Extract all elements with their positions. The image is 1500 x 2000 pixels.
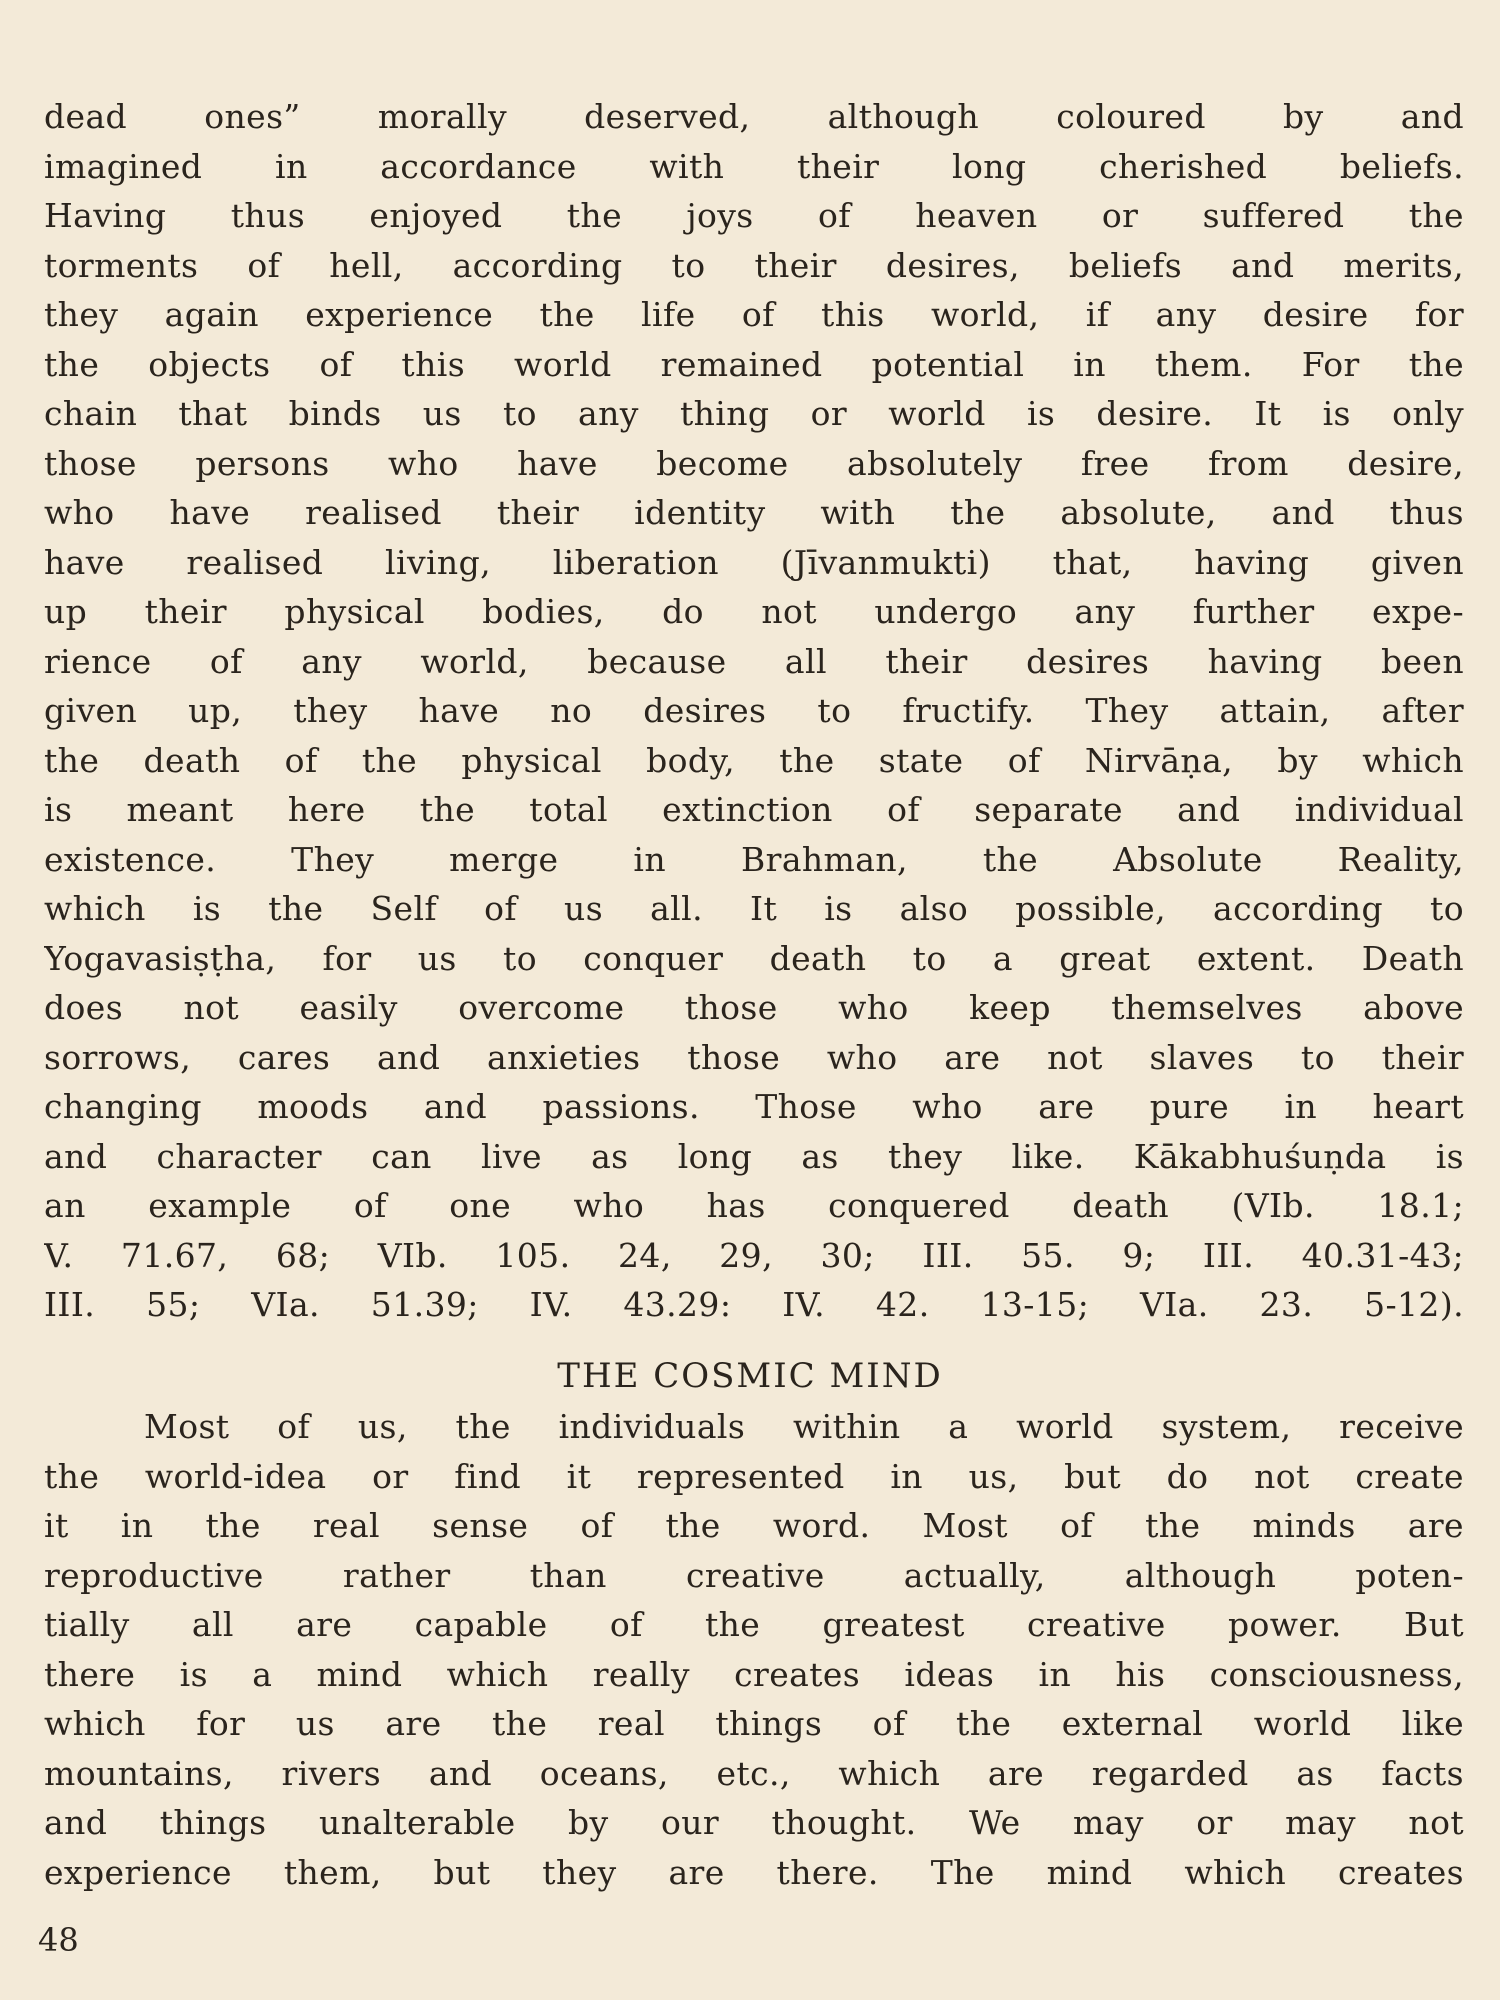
text-line: and character can live as long as they like. Kākabhuśuṇda is: [44, 1136, 1464, 1176]
text-line: V. 71.67, 68; VIb. 105. 24, 29, 30; III. 55. 9; III. 40.31-43;: [44, 1235, 1464, 1275]
paragraph-death-and-liberation: [44, 92, 1464, 1330]
text-line: given up, they have no desires to fructify. They attain, after: [44, 691, 1464, 730]
text-line: Most of us, the individuals within a world system, receive: [144, 1407, 1464, 1446]
text-line: torments of hell, according to their desires, beliefs and merits,: [44, 245, 1464, 285]
section-heading: THE COSMIC MIND: [557, 1356, 943, 1396]
text-line: sorrows, cares and anxieties those who are not slaves to their: [44, 1037, 1464, 1077]
text-line: those persons who have become absolutely free from desire,: [44, 443, 1464, 483]
text-line: III. 55; VIa. 51.39; IV. 43.29: IV. 42. 13-15; VIa. 23. 5-12).: [44, 1285, 1464, 1324]
page-number: 48: [38, 1921, 79, 1959]
text-line: does not easily overcome those who keep themselves above: [44, 988, 1464, 1027]
text-line: and things unalterable by our thought. We may or may not: [44, 1803, 1464, 1842]
text-line: reproductive rather than creative actually, although poten-: [44, 1555, 1464, 1595]
text-line: up their physical bodies, do not undergo any further expe-: [44, 592, 1464, 631]
text-line: imagined in accordance with their long cherished beliefs.: [44, 146, 1464, 186]
text-line: is meant here the total extinction of separate and individual: [44, 790, 1464, 829]
text-line: Having thus enjoyed the joys of heaven or suffered the: [44, 196, 1464, 235]
text-line: the death of the physical body, the state of Nirvāṇa, by which: [44, 740, 1464, 780]
text-line: it in the real sense of the word. Most of the minds are: [44, 1506, 1464, 1545]
text-line: tially all are capable of the greatest creative power. But: [44, 1605, 1464, 1644]
text-line: have realised living, liberation (Jīvanmukti) that, having given: [44, 542, 1464, 582]
text-line: mountains, rivers and oceans, etc., which are regarded as facts: [44, 1753, 1464, 1793]
text-line: changing moods and passions. Those who are pure in heart: [44, 1087, 1464, 1126]
text-line: which is the Self of us all. It is also possible, according to: [44, 889, 1464, 928]
text-line: who have realised their identity with the absolute, and thus: [44, 493, 1464, 532]
text-line: there is a mind which really creates ideas in his consciousness,: [44, 1654, 1464, 1694]
text-line: existence. They merge in Brahman, the Absolute Reality,: [44, 839, 1464, 879]
paragraph-cosmic-mind: [44, 1402, 1464, 1897]
text-line: they again experience the life of this world, if any desire for: [44, 295, 1464, 334]
text-line: rience of any world, because all their desires having been: [44, 641, 1464, 681]
text-line: experience them, but they are there. The mind which creates: [44, 1852, 1464, 1892]
text-line: chain that binds us to any thing or world is desire. It is only: [44, 394, 1464, 433]
text-line: Yogavasiṣṭha, for us to conquer death to a great extent. Death: [44, 938, 1464, 978]
text-line: the world-idea or find it represented in us, but do not create: [44, 1456, 1464, 1496]
text-line: the objects of this world remained potential in them. For the: [44, 344, 1464, 384]
text-line: an example of one who has conquered death (VIb. 18.1;: [44, 1186, 1464, 1225]
text-line: dead ones” morally deserved, although coloured by and: [44, 97, 1464, 136]
text-line: which for us are the real things of the external world like: [44, 1704, 1464, 1743]
